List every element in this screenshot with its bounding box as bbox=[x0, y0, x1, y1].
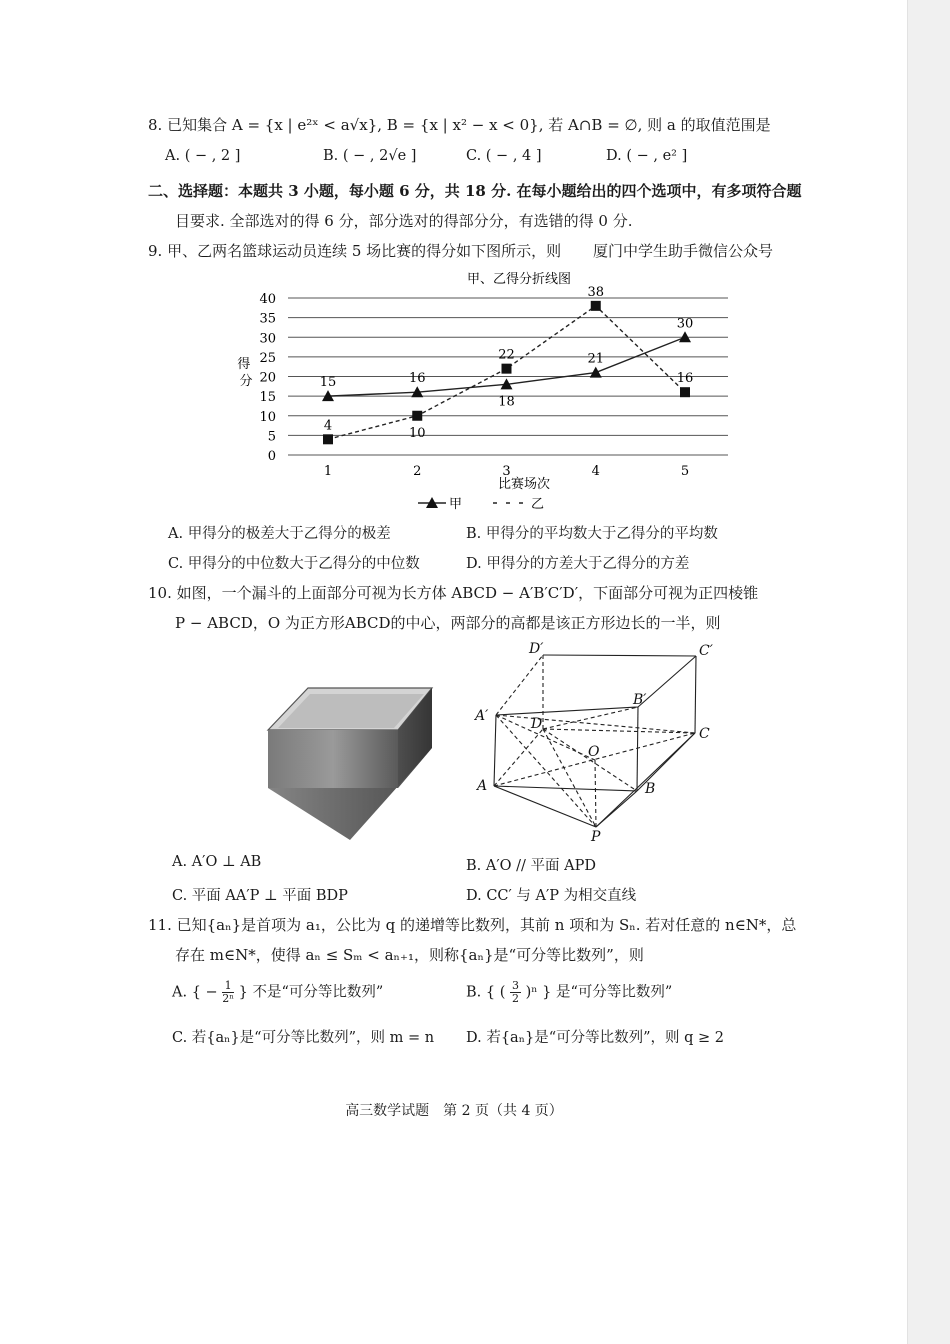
q9-option-d: D. 甲得分的方差大于乙得分的方差 bbox=[466, 556, 690, 572]
q10-option-d: D. CC′ 与 A′P 为相交直线 bbox=[466, 888, 637, 904]
chart-ylabel bbox=[237, 357, 254, 389]
ylabel-char-1: 得 bbox=[237, 357, 251, 372]
label-P: P bbox=[591, 829, 601, 845]
data-label: 16 bbox=[676, 371, 694, 387]
q11-option-a-fraction bbox=[222, 980, 234, 1005]
label-A: A bbox=[477, 778, 488, 794]
label-D: D bbox=[531, 716, 543, 732]
chart-title: 甲、乙得分折线图 bbox=[466, 272, 572, 287]
point-乙 bbox=[680, 387, 690, 397]
y-tick-label: 25 bbox=[259, 350, 276, 366]
q11-option-b-suffix: )ⁿ } 是“可分等比数列” bbox=[525, 984, 673, 1001]
data-label: 10 bbox=[408, 425, 426, 441]
data-label: 38 bbox=[587, 284, 605, 300]
funnel-drawing bbox=[260, 680, 440, 850]
funnel-image bbox=[260, 680, 440, 850]
label-B1: B′ bbox=[633, 692, 647, 708]
q11-option-b-fraction bbox=[510, 980, 521, 1005]
q8-option-d: D. ( − , e² ] bbox=[606, 148, 688, 164]
y-tick-label: 15 bbox=[259, 390, 276, 406]
label-A1: A′ bbox=[475, 708, 489, 724]
chart-legend bbox=[418, 497, 544, 512]
q10-option-c: C. 平面 AA′P ⊥ 平面 BDP bbox=[172, 888, 348, 904]
section2-line1: 二、选择题：本题共 3 小题，每小题 6 分，共 18 分. 在每小题给出的四个选项中，有多项符合题 bbox=[148, 182, 802, 200]
line-chart bbox=[228, 265, 738, 515]
ylabel-char-2: 分 bbox=[239, 374, 253, 389]
q11-line1: 11. 已知{aₙ}是首项为 a₁，公比为 q 的递增等比数列，其前 n 项和为 Sₙ. 若对任意的 n∈N*，总 bbox=[148, 916, 797, 934]
q11-option-d: D. 若{aₙ}是“可分等比数列”，则 q ≥ 2 bbox=[466, 1030, 725, 1046]
data-label: 18 bbox=[498, 394, 515, 410]
scan-edge bbox=[907, 0, 950, 1344]
x-tick-label: 5 bbox=[680, 464, 690, 479]
y-tick-label: 10 bbox=[259, 409, 276, 425]
q8-stem: 8. 已知集合 A = {x | e²ˣ < a√x}, B = {x | x² − x < 0}, 若 A∩B = ∅, 则 a 的取值范围是 bbox=[148, 116, 771, 134]
q11-option-c: C. 若{aₙ}是“可分等比数列”，则 m = n bbox=[172, 1030, 435, 1046]
section2-line2: 目要求. 全部选对的得 6 分，部分选对的得部分分，有选错的得 0 分. bbox=[175, 212, 633, 230]
q11-line2: 存在 m∈N*，使得 aₙ ≤ Sₘ < aₙ₊₁，则称{aₙ}是“可分等比数列”，则 bbox=[175, 946, 644, 964]
q8-option-c: C. ( − , 4 ] bbox=[466, 148, 542, 164]
y-tick-label: 40 bbox=[259, 292, 276, 307]
data-label: 30 bbox=[676, 316, 694, 332]
point-乙 bbox=[502, 364, 512, 374]
legend-label-乙: 乙 bbox=[531, 497, 545, 512]
x-tick-label: 4 bbox=[591, 464, 600, 479]
page-footer: 高三数学试题 第 2 页（共 4 页） bbox=[345, 1103, 563, 1119]
q8-option-b: B. ( − , 2√e ] bbox=[323, 148, 417, 164]
q9-option-a: A. 甲得分的极差大于乙得分的极差 bbox=[168, 526, 391, 542]
q9-stem: 9. 甲、乙两名篮球运动员连续 5 场比赛的得分如下图所示，则 bbox=[148, 242, 562, 260]
label-C1: C′ bbox=[699, 643, 713, 659]
x-tick-label: 3 bbox=[502, 464, 511, 479]
prism-pyramid-diagram bbox=[465, 640, 725, 850]
q10-line2: P − ABCD，O 为正方形ABCD的中心，两部分的高都是该正方形边长的一半，则 bbox=[175, 614, 721, 632]
q9-option-b: B. 甲得分的平均数大于乙得分的平均数 bbox=[466, 526, 718, 542]
data-label: 21 bbox=[587, 351, 605, 367]
frac-den: 2ⁿ bbox=[222, 992, 235, 1005]
q10-option-a: A. A′O ⊥ AB bbox=[172, 854, 262, 870]
label-B: B bbox=[645, 781, 656, 797]
legend-label-甲: 甲 bbox=[449, 497, 463, 512]
frac-den: 2 bbox=[511, 992, 519, 1005]
q10-line1: 10. 如图，一个漏斗的上面部分可视为长方体 ABCD − A′B′C′D′，下面部分可视为正四棱锥 bbox=[148, 584, 759, 602]
q11-option-a bbox=[172, 980, 383, 1005]
geometry-svg bbox=[465, 640, 725, 850]
label-C: C bbox=[699, 726, 710, 742]
data-label: 4 bbox=[323, 418, 333, 434]
y-tick-label: 0 bbox=[267, 449, 276, 464]
label-D1: D′ bbox=[529, 641, 544, 657]
q9-watermark: 厦门中学生助手微信公众号 bbox=[593, 242, 774, 260]
q11-option-a-suffix: } 不是“可分等比数列” bbox=[238, 984, 384, 1001]
x-tick-label: 1 bbox=[323, 464, 333, 479]
y-tick-label: 20 bbox=[259, 370, 276, 386]
q11-option-a-prefix: A. { − bbox=[172, 984, 218, 1001]
x-tick-label: 2 bbox=[413, 464, 422, 479]
y-tick-label: 5 bbox=[267, 429, 276, 445]
q10-option-b: B. A′O // 平面 APD bbox=[466, 858, 596, 874]
q9-option-c: C. 甲得分的中位数大于乙得分的中位数 bbox=[168, 556, 420, 572]
point-乙 bbox=[323, 434, 333, 444]
y-tick-label: 30 bbox=[259, 331, 276, 347]
chart-xlabel: 比赛场次 bbox=[497, 477, 551, 492]
data-label: 15 bbox=[319, 375, 337, 391]
frac-num: 3 bbox=[511, 979, 519, 992]
q11-option-b-prefix: B. { ( bbox=[466, 984, 506, 1001]
data-label: 16 bbox=[408, 371, 426, 387]
label-O: O bbox=[588, 744, 600, 760]
q8-option-a: A. ( − , 2 ] bbox=[165, 148, 241, 164]
point-甲 bbox=[590, 367, 602, 378]
point-乙 bbox=[591, 301, 601, 311]
frac-num: 1 bbox=[222, 980, 234, 993]
line-chart-svg bbox=[228, 265, 738, 515]
point-乙 bbox=[412, 411, 422, 421]
y-tick-label: 35 bbox=[259, 311, 276, 327]
q11-option-b bbox=[466, 980, 672, 1005]
data-label: 22 bbox=[498, 347, 515, 363]
